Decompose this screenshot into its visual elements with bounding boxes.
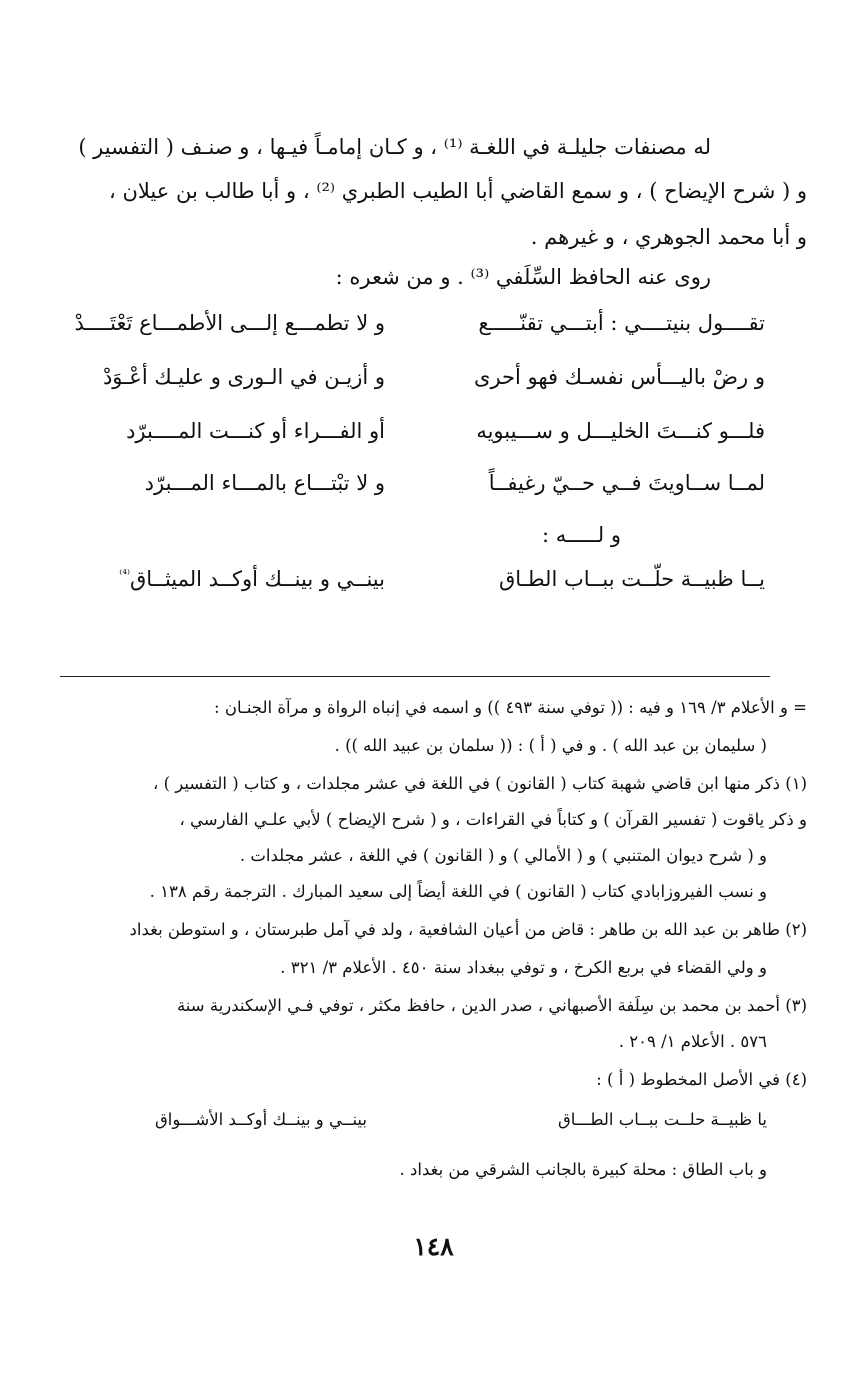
footnote-line-11: (٤) في الأصل المخطوط ( أ ) : [596,1070,807,1089]
footnote-line-9: (٣) أحمد بن محمد بن سِلَفة الأصبهاني ، صدر الدين ، حافظ مكثر ، توفي فـي الإسكندرية سنة [176,996,807,1015]
footnote-line-10: ٥٧٦ . الأعلام ١/ ٢٠٩ . [618,1032,767,1051]
verse-5-right: يــا ظبيــة حلّــت ببــاب الطـاق [498,567,765,591]
footnote-divider [60,676,770,677]
footnote-verse-left: بينــي و بينــك أوكــد الأشـــواق [154,1110,367,1129]
footnote-line-3: (١) ذكر منها ابن قاضي شهبة كتاب ( القانون ) في اللغة في عشر مجلدات ، و كتاب ( التفسير ) ، [153,774,807,793]
verse-3-left: أو الفـــراء أو كنـــت المــــبرّد [126,419,385,443]
verse-5-left [119,564,385,594]
footnote-verse-right: يا ظبيــة حلــت ببــاب الطـــاق [557,1110,767,1129]
verse-4-left: و لا تبْتـــاع بالمـــاء المـــبرّد [144,471,385,495]
verse-1-right: تقــــول بنيتــــي : أبتـــي تقنّـــــع [478,311,765,335]
page-number: ١٤٨ [413,1232,454,1261]
verse-4-right: لمــا ســاويتَ فــي حــيّ رغيفــاً [488,471,765,495]
footnote-line-2: ( سليمان بن عبد الله ) . و في ( أ ) : (( سلمان بن عبيد الله )) . [334,736,767,755]
footnote-line-7: (٢) طاهر بن عبد الله بن طاهر : قاض من أعيان الشافعية ، ولد في آمل طبرستان ، و استوطن بغداد [129,920,807,939]
footnote-line-6: و نسب الفيروزابادي كتاب ( القانون ) في اللغة أيضاً إلى سعيد المبارك . الترجمة رقم ١٣٨ . [149,882,767,901]
and-his-label: و لـــــه : [542,523,621,547]
footnote-line-5: و ( شرح ديوان المتنبي ) و ( الأمالي ) و ( القانون ) في اللغة ، عشر مجلدات . [239,846,767,865]
verse-1-left: و لا تطمـــع إلـــى الأطمـــاع تَعْتَــــدْ [74,311,385,335]
footnote-line-4: و ذكر ياقوت ( تفسير القرآن ) و كتاباً في القراءات ، و ( شرح الإيضاح ) لأبي علـي الفارسي ، [179,810,807,829]
body-line-3: و أبا محمد الجوهري ، و غيرهم . [530,225,807,249]
footnote-marker-4: ⁽⁴⁾ [119,567,130,581]
body-line-2: و ( شرح الإيضاح ) ، و سمع القاضي أبا الطيب الطبري ⁽²⁾ ، و أبا طالب بن عيلان ، [109,179,807,203]
verse-3-right: فلـــو كنـــتَ الخليـــل و ســـيبويه [476,419,765,443]
footnote-last-line: و باب الطاق : محلة كبيرة بالجانب الشرقي من بغداد . [399,1160,767,1179]
body-line-4: روى عنه الحافظ السِّلَفي ⁽³⁾ . و من شعره : [335,265,711,289]
verse-5-left-text: بينــي و بينــك أوكــد الميثــاق [129,567,385,591]
footnote-line-8: و ولي القضاء في بربع الكرخ ، و توفي ببغداد سنة ٤٥٠ . الأعلام ٣/ ٣٢١ . [280,958,767,977]
body-line-1: له مصنفات جليلـة في اللغـة ⁽¹⁾ ، و كـان إمامـاً فيـها ، و صنـف ( التفسير ) [78,135,711,159]
verse-2-right: و رضْ باليـــأس نفسـك فهو أحرى [474,365,765,389]
verse-2-left: و أزيـن في الـورى و عليـك أعْـوَدْ [102,365,385,389]
footnote-line-1: = و الأعلام ٣/ ١٦٩ و فيه : (( توفي سنة ٤٩٣ )) و اسمه في إنباه الرواة و مرآة الجنـان : [214,698,807,717]
